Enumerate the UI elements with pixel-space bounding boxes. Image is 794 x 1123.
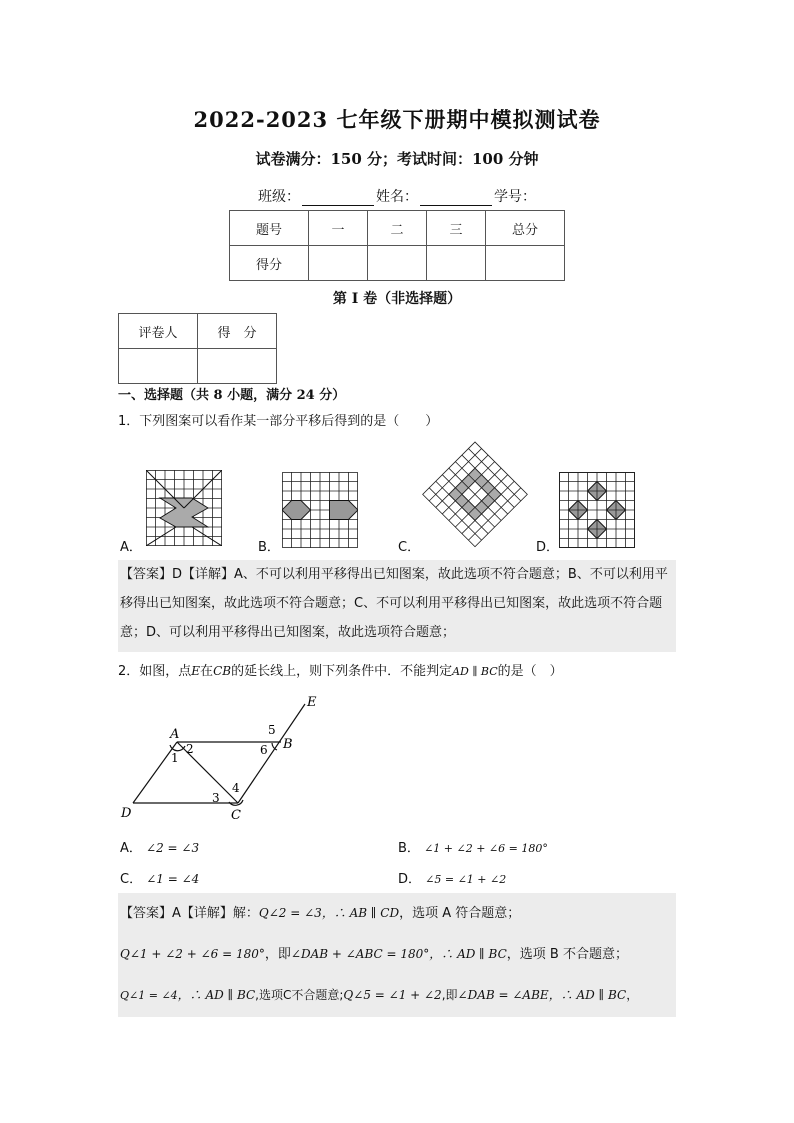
q1-figure-b	[282, 472, 358, 548]
q2-label-e: E	[307, 695, 317, 710]
score-cell[interactable]	[427, 246, 486, 281]
q2-option-b-label: B．	[398, 841, 420, 856]
answer-text: ,即	[441, 988, 458, 1002]
q2-label-a: A	[170, 727, 180, 742]
answer-text: ，	[626, 988, 639, 1002]
score-table	[229, 210, 565, 281]
q2-stem-part: 的是（ ）	[497, 664, 563, 679]
answer-text: 【答案】A【详解】解：	[120, 906, 259, 921]
exam-subtitle: 试卷满分：150 分；考试时间：100 分钟	[255, 150, 539, 168]
id-label: 学号：	[494, 189, 536, 205]
q1-option-b[interactable]: B．	[258, 540, 280, 555]
score-cell[interactable]	[309, 246, 368, 281]
name-label: 姓名：	[376, 189, 418, 205]
answer-math: Q∠1 = ∠4	[120, 989, 178, 1002]
q1-option-c[interactable]: C．	[398, 540, 421, 555]
score-table-header-row	[230, 211, 565, 246]
answer-math: ，∴ AB ∥ CD	[321, 906, 400, 920]
q1-option-a[interactable]: A．	[120, 540, 142, 555]
q1-figure-c	[420, 440, 530, 550]
name-blank[interactable]	[420, 191, 492, 206]
q1-figure-a	[146, 470, 222, 546]
grader-score-label: 得 分	[198, 314, 277, 349]
q2-angle-2: 2	[186, 742, 194, 756]
q2-option-b[interactable]	[398, 837, 548, 856]
q2-figure	[115, 690, 335, 825]
grader-table	[118, 313, 277, 384]
answer-text: ，选项 A 符合题意；	[399, 906, 521, 921]
student-info-line	[258, 186, 536, 206]
answer-math: ，∴ AD ∥ BC	[429, 947, 507, 961]
q2-angle-4: 4	[232, 781, 240, 795]
score-header-cell: 总分	[486, 211, 565, 246]
q2-option-c-label: C．	[120, 872, 143, 887]
q2-stem-part: 的延长线上，则下列条件中．不能判定	[231, 664, 453, 679]
answer-math: ∠DAB + ∠ABC = 180°	[290, 947, 430, 961]
answer-text: ，即	[264, 947, 291, 962]
answer-text: ，选项 B 不合题意；	[506, 947, 628, 962]
q2-stem-math: E	[191, 664, 201, 678]
q2-option-a-text: ∠2 = ∠3	[146, 841, 200, 855]
q2-option-d-text: ∠5 = ∠1 + ∠2	[425, 873, 507, 886]
q2-option-c[interactable]	[120, 868, 199, 887]
class-blank[interactable]	[302, 191, 374, 206]
section-title: 一、选择题（共 8 小题，满分 24 分）	[118, 388, 346, 403]
score-header-cell: 一	[309, 211, 368, 246]
q2-stem-part: 在	[200, 664, 214, 679]
answer-math: Q∠2 = ∠3	[258, 906, 322, 920]
answer-math: Q∠1 + ∠2 + ∠6 = 180°	[120, 947, 265, 961]
answer-math: ∠DAB = ∠ABE	[457, 988, 549, 1002]
answer-math: ，∴ AD ∥ BC	[548, 988, 627, 1002]
score-table-row	[230, 246, 565, 281]
q2-answer-line	[120, 934, 674, 975]
question-1-stem: 1．下列图案可以看作某一部分平移后得到的是（ ）	[118, 414, 439, 429]
q2-answer-box	[118, 893, 676, 1017]
q2-angle-3: 3	[212, 791, 220, 805]
q2-option-a-label: A．	[120, 841, 142, 856]
score-header-cell: 题号	[230, 211, 309, 246]
q2-angle-6: 6	[260, 743, 268, 757]
answer-math: ，∴ AD ∥ BC	[177, 988, 256, 1002]
q1-option-d[interactable]: D．	[536, 540, 560, 555]
q2-option-a[interactable]	[120, 837, 199, 856]
question-2-stem	[118, 660, 563, 679]
q2-angle-1: 1	[171, 751, 179, 765]
q2-label-c: C	[231, 808, 241, 823]
q2-stem-part: 2．如图，点	[118, 664, 192, 679]
q2-option-b-text: ∠1 + ∠2 + ∠6 = 180°	[424, 842, 548, 855]
volume-title: 第 I 卷（非选择题）	[332, 291, 462, 307]
q2-answer-line	[120, 893, 674, 934]
answer-text: ,选项C不合题意;	[255, 988, 344, 1002]
q1-figure-d	[559, 472, 635, 548]
q2-angle-5: 5	[268, 723, 276, 737]
q1-answer-text: 【答案】D【详解】A、不可以利用平移得出已知图案，故此选项不符合题意；B、不可以利用平移得出已知图案，故此选项不符合题意；C、不可以利用平移得出已知图案，故此选项不符合题意；D、可以利用平移得出已知图案，故此选项符合题意；	[120, 567, 668, 640]
q2-stem-math: AD ∥ BC	[452, 665, 498, 678]
score-header-cell: 三	[427, 211, 486, 246]
page-title: 2022-2023 七年级下册期中模拟测试卷	[193, 107, 601, 132]
q2-option-d[interactable]	[398, 868, 506, 887]
q2-answer-line	[120, 975, 674, 1016]
q2-option-c-text: ∠1 = ∠4	[146, 872, 200, 886]
q2-option-d-label: D．	[398, 872, 422, 887]
q2-label-d: D	[121, 806, 132, 821]
grader-score-cell[interactable]	[198, 349, 277, 384]
q2-stem-math: CB	[213, 664, 232, 678]
score-header-cell: 二	[368, 211, 427, 246]
score-row-label: 得分	[230, 246, 309, 281]
class-label: 班级：	[258, 189, 300, 205]
q1-answer-box	[118, 560, 676, 652]
q2-label-b: B	[283, 737, 293, 752]
answer-math: Q∠5 = ∠1 + ∠2	[343, 988, 442, 1002]
score-cell[interactable]	[486, 246, 565, 281]
score-cell[interactable]	[368, 246, 427, 281]
grader-label: 评卷人	[119, 314, 198, 349]
grader-cell[interactable]	[119, 349, 198, 384]
